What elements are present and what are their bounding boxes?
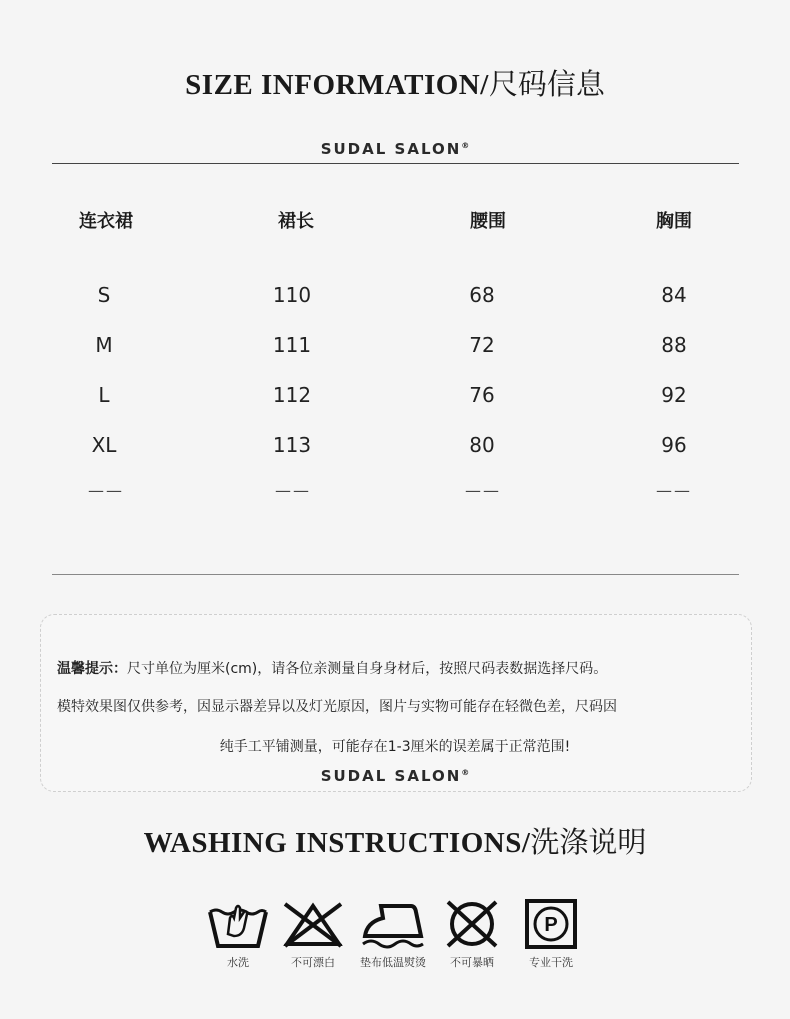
wash-label: 不可暴晒 [450, 956, 494, 969]
wash-item [198, 898, 278, 970]
table-cell: S [97, 283, 111, 307]
svg-text:P: P [544, 914, 558, 936]
divider-top [52, 163, 739, 164]
table-cell: M [95, 333, 113, 357]
table-cell: 113 [272, 433, 312, 457]
notice-line-3: 纯手工平铺测量，可能存在1-3厘米的误差属于正常范围! [219, 739, 571, 755]
table-cell: —— [465, 481, 501, 500]
wash-label: 水洗 [227, 956, 249, 969]
table-cell: 110 [272, 283, 312, 307]
divider-bottom [52, 574, 739, 575]
wash-item [432, 898, 512, 970]
wash-title-cn: 洗涤说明 [530, 825, 647, 859]
table-cell: L [98, 383, 110, 407]
size-title-en: SIZE INFORMATION/ [185, 69, 489, 101]
table-cell: 92 [661, 383, 687, 407]
registered-mark: ® [461, 141, 470, 150]
notice-label: 温馨提示： [57, 661, 127, 677]
registered-mark: ® [461, 768, 470, 777]
header-bust: 胸围 [656, 211, 692, 232]
table-cell: 112 [272, 383, 312, 407]
wash-label: 垫布低温熨烫 [360, 956, 426, 969]
table-cell: 84 [661, 283, 687, 307]
table-cell: —— [88, 481, 124, 500]
table-cell: 96 [661, 433, 687, 457]
wash-label: 专业干洗 [529, 956, 573, 969]
iron-low-icon [361, 898, 425, 950]
table-cell: —— [656, 481, 692, 500]
brand-name: SUDAL SALON [320, 140, 462, 158]
brand-logo-note [0, 767, 790, 785]
wash-item [511, 898, 591, 970]
header-dress: 连衣裙 [79, 211, 133, 232]
table-cell: 111 [272, 333, 312, 357]
table-cell: 68 [469, 283, 495, 307]
wash-item [273, 898, 353, 970]
brand-name: SUDAL SALON [320, 767, 462, 785]
header-length: 裙长 [278, 211, 314, 232]
table-cell: 80 [469, 433, 495, 457]
notice-line-2: 模特效果图仅供参考，因显示器差异以及灯光原因，图片与实物可能存在轻微色差，尺码因 [57, 699, 617, 715]
wash-label: 不可漂白 [291, 956, 335, 969]
table-cell: 88 [661, 333, 687, 357]
notice-line-1 [0, 658, 790, 678]
brand-logo [0, 140, 790, 158]
notice-text-1: 尺寸单位为厘米(cm)，请各位亲测量自身身材后，按照尺码表数据选择尺码。 [127, 661, 608, 677]
table-cell: XL [91, 433, 117, 457]
table-cell: 76 [469, 383, 495, 407]
header-waist: 腰围 [470, 211, 506, 232]
hand-wash-icon [206, 898, 270, 950]
size-title-cn: 尺码信息 [488, 67, 605, 101]
wash-title-en: WASHING INSTRUCTIONS/ [143, 827, 531, 859]
wash-item [353, 898, 433, 970]
washing-instructions-title [0, 820, 790, 861]
size-information-title [0, 62, 790, 103]
table-cell: —— [275, 481, 311, 500]
no-bleach-icon [281, 898, 345, 950]
dry-clean-icon [519, 898, 583, 950]
no-tumble-dry-icon [440, 898, 504, 950]
table-cell: 72 [469, 333, 495, 357]
